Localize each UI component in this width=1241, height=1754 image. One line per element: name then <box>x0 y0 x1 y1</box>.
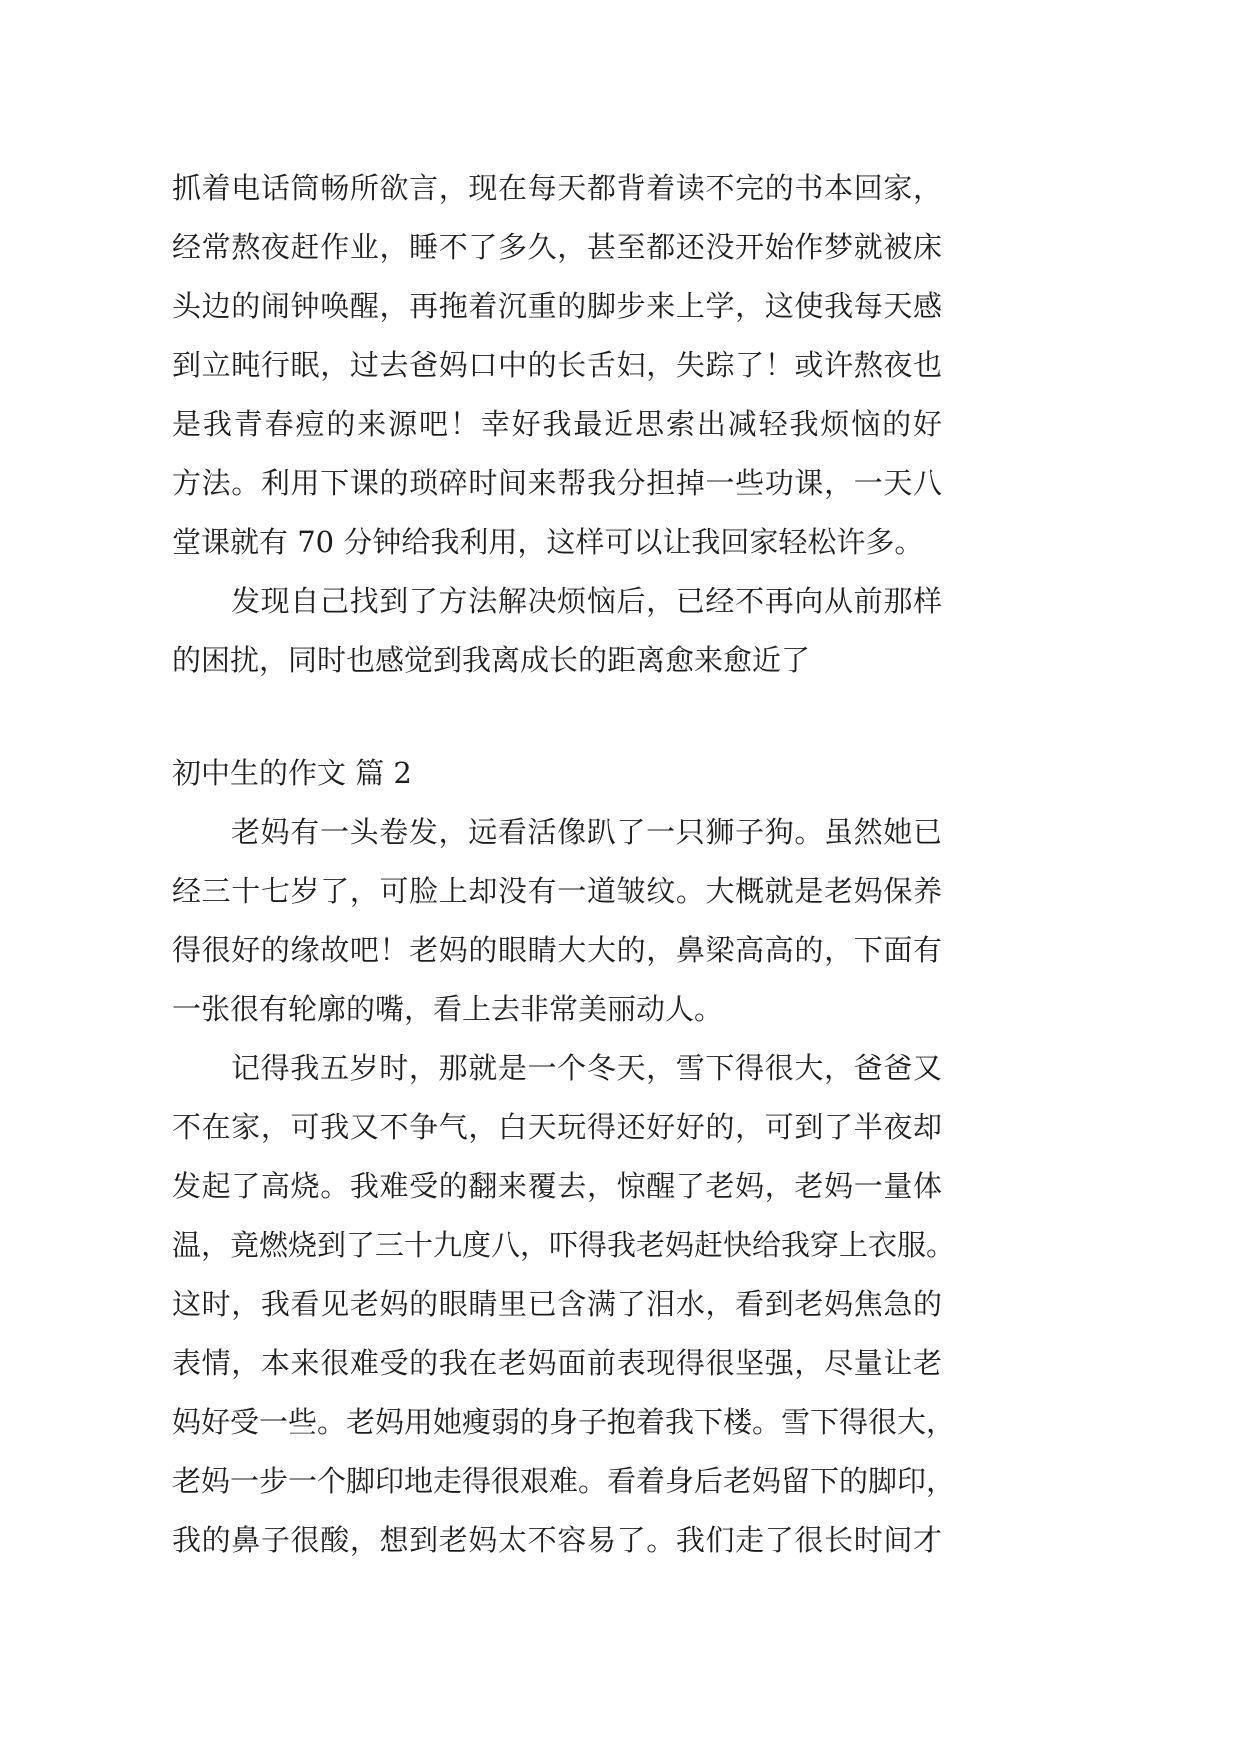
text-line: 得很好的缘故吧！老妈的眼睛大大的，鼻梁高高的，下面有 <box>172 933 942 967</box>
text-line: 到立盹行眠，过去爸妈口中的长舌妇，失踪了！或许熬夜也 <box>172 348 942 382</box>
text-line: 一张很有轮廓的嘴，看上去非常美丽动人。 <box>172 992 724 1026</box>
text-line: 的困扰，同时也感觉到我离成长的距离愈来愈近了 <box>172 643 811 677</box>
text-line: 发现自己找到了方法解决烦恼后，已经不再向从前那样 <box>231 584 942 618</box>
text-line: 抓着电话筒畅所欲言，现在每天都背着读不完的书本回家， <box>172 171 942 205</box>
text-line: 经常熬夜赶作业，睡不了多久，甚至都还没开始作梦就被床 <box>172 230 942 264</box>
text-line: 老妈有一头卷发，远看活像趴了一只狮子狗。虽然她已 <box>231 815 942 849</box>
text-line: 我的鼻子很酸，想到老妈太不容易了。我们走了很长时间才 <box>172 1523 942 1557</box>
text-line: 妈好受一些。老妈用她瘦弱的身子抱着我下楼。雪下得很大， <box>172 1405 956 1439</box>
essay-title: 初中生的作文 篇 2 <box>172 756 412 790</box>
text-line: 是我青春痘的来源吧！幸好我最近思索出减轻我烦恼的好 <box>172 407 942 441</box>
text-line: 不在家，可我又不争气，白天玩得还好好的，可到了半夜却 <box>172 1110 942 1144</box>
paragraph <box>172 159 972 572</box>
document-body <box>172 159 972 1570</box>
text-line: 老妈一步一个脚印地走得很艰难。看着身后老妈留下的脚印， <box>172 1464 956 1498</box>
paragraph <box>172 1039 972 1570</box>
text-line: 温，竟燃烧到了三十九度八，吓得我老妈赶快给我穿上衣服。 <box>172 1228 956 1262</box>
text-line: 表情，本来很难受的我在老妈面前表现得很坚强，尽量让老 <box>172 1346 942 1380</box>
paragraph <box>172 803 972 1039</box>
text-line: 堂课就有 70 分钟给我利用，这样可以让我回家轻松许多。 <box>172 525 924 559</box>
text-line: 这时，我看见老妈的眼睛里已含满了泪水，看到老妈焦急的 <box>172 1287 942 1321</box>
text-line: 经三十七岁了，可脸上却没有一道皱纹。大概就是老妈保养 <box>172 874 942 908</box>
text-line: 头边的闹钟唤醒，再拖着沉重的脚步来上学，这使我每天感 <box>172 289 942 323</box>
paragraph <box>172 572 972 690</box>
text-line: 记得我五岁时，那就是一个冬天，雪下得很大，爸爸又 <box>231 1051 942 1085</box>
text-line: 方法。利用下课的琐碎时间来帮我分担掉一些功课，一天八 <box>172 466 942 500</box>
text-line: 发起了高烧。我难受的翻来覆去，惊醒了老妈，老妈一量体 <box>172 1169 942 1203</box>
